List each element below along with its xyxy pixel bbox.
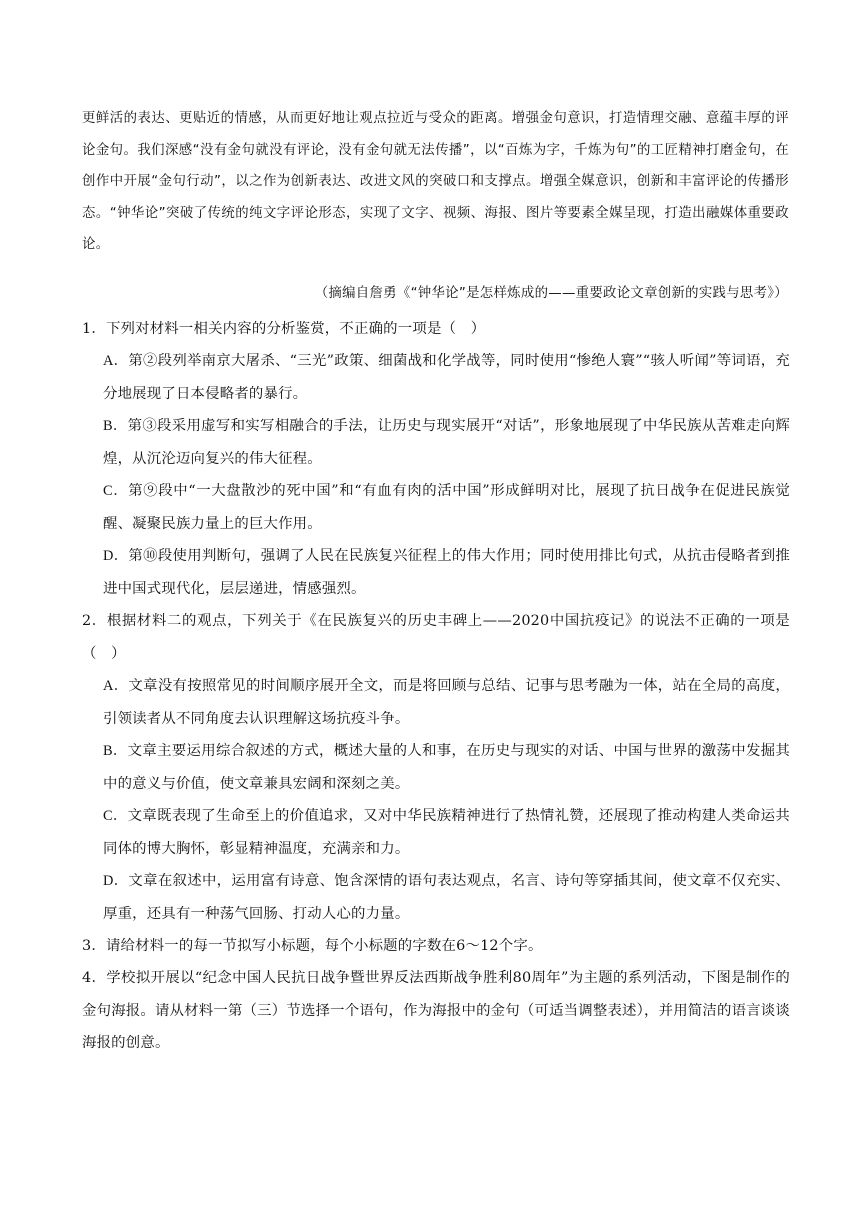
question-2-option-d [103,865,790,930]
question-2-stem: 2．根据材料二的观点，下列关于《在民族复兴的历史丰碑上——2020中国抗疫记》的说法不正确的一项是（ ） [82,613,790,662]
question-1-option-b [103,410,790,475]
option-label: A． [103,678,129,694]
option-text: 第⑩段使用判断句，强调了人民在民族复兴征程上的伟大作用；同时使用排比句式，从抗击侵略者到推进中国式现代化，层层递进，情感强烈。 [103,548,790,597]
passage-paragraph: 更鲜活的表达、更贴近的情感，从而更好地让观点拉近与受众的距离。增强金句意识，打造情理交融、意蕴丰厚的评论金句。我们深感“没有金句就没有评论，没有金句就无法传播”，以“百炼为字，千炼为句”的工匠精神打磨金句，在创作中开展“金句行动”，以之作为创新表达、改进文风的突破口和支撑点。增强全媒意识，创新和丰富评论的传播形态。“钟华论”突破了传统的纯文字评论形态，实现了文字、视频、海报、图片等要素全媒呈现，打造出融媒体重要政论。 [82,111,789,252]
option-label: B． [103,743,128,759]
option-text: 文章在叙述中，运用富有诗意、饱含深情的语句表达观点，名言、诗句等穿插其间，使文章不仅充实、厚重，还具有一种荡气回肠、打动人心的力量。 [103,873,790,922]
option-label: C． [103,483,129,499]
option-text: 文章没有按照常见的时间顺序展开全文，而是将回顾与总结、记事与思考融为一体，站在全局的高度，引领读者从不同角度去认识理解这场抗疫斗争。 [103,678,790,727]
option-text: 第③段采用虚写和实写相融合的手法，让历史与现实展开“对话”，形象地展现了中华民族从苦难走向辉煌，从沉沦迈向复兴的伟大征程。 [103,418,790,467]
question-1-option-a [103,345,790,410]
passage-source: （摘编自詹勇《“钟华论”是怎样炼成的——重要政论文章创新的实践与思考》） [314,286,788,301]
option-text: 文章既表现了生命至上的价值追求，又对中华民族精神进行了热情礼赞，还展现了推动构建人类命运共同体的博大胸怀，彰显精神温度，充满亲和力。 [103,808,790,857]
option-text: 第⑨段中“一大盘散沙的死中国”和“有血有肉的活中国”形成鲜明对比，展现了抗日战争在促进民族觉醒、凝聚民族力量上的巨大作用。 [103,483,791,532]
question-2-option-b [103,735,790,800]
question-4-stem: 4．学校拟开展以“纪念中国人民抗日战争暨世界反法西斯战争胜利80周年”为主题的系列活动，下图是制作的金句海报。请从材料一第（三）节选择一个语句，作为海报中的金句（可适当调整表述），并用简洁的语言谈谈海报的创意。 [82,970,790,1051]
option-label: D． [103,873,129,889]
question-3-stem: 3．请给材料一的每一节拟写小标题，每个小标题的字数在6～12个字。 [82,938,543,954]
question-2-option-a [103,670,790,735]
question-2-option-c [103,800,790,865]
option-text: 文章主要运用综合叙述的方式，概述大量的人和事，在历史与现实的对话、中国与世界的激荡中发掘其中的意义与价值，使文章兼具宏阔和深刻之美。 [103,743,790,792]
question-1-stem: 1．下列对材料一相关内容的分析鉴赏，不正确的一项是（ ） [82,321,486,337]
option-label: D． [103,548,129,564]
option-label: C． [103,808,128,824]
option-label: A． [103,353,129,369]
question-1-option-d [103,540,790,605]
question-1-option-c [103,475,790,540]
option-label: B． [103,418,128,434]
option-text: 第②段列举南京大屠杀、“三光”政策、细菌战和化学战等，同时使用“惨绝人寰”“骇人听闻”等词语，充分地展现了日本侵略者的暴行。 [103,353,790,402]
